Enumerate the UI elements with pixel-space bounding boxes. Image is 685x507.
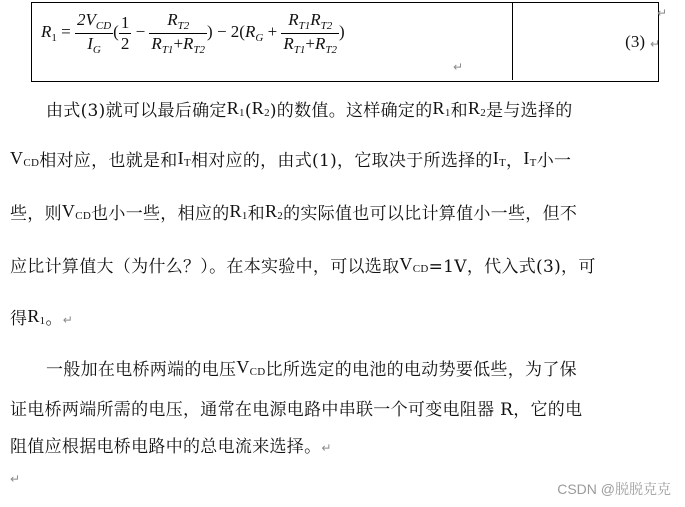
fraction-vcd-ig: $\frac{2V_{CD}}{I_G}$: [76, 10, 112, 56]
formula: $R_1$ = $\frac{2V_{CD}}{I_G}$ ( $\frac{1}{2}$ − $\frac{R_{T2}}{R_{T1}+R_{T2}}$ ) − $2(R_G$ + $\frac{R_{T1}R_{T2}}{R_{T1}+R_{T2}}$ ): [41, 10, 345, 56]
equation-number: (3): [625, 32, 645, 51]
paragraph-1-line-4: 应比计算值大（为什么？）。在本实验中，可以选取VCD=1V，代入式(3)，可: [10, 254, 596, 277]
paragraph-2-line-3: 阻值应根据电桥电路中的总电流来选择。↵: [10, 437, 332, 457]
paragraph-return-mark: ↵: [453, 60, 464, 74]
fraction-rt1rt2: $\frac{R_{T1}R_{T2}}{R_{T1}+R_{T2}}$: [283, 10, 338, 56]
paragraph-1-line-2: VCD相对应，也就是和IT相对应的，由式(1)，它取决于所选择的IT，IT小一: [10, 148, 572, 171]
paragraph-2-line-2: 证电桥两端所需的电压，通常在电源电路中串联一个可变电阻器 R，它的电: [10, 400, 583, 420]
equation-number-cell: [513, 2, 657, 80]
paragraph-return-mark: ↵: [62, 313, 74, 327]
fraction-rt2: $\frac{R_{T2}}{R_{T1}+R_{T2}}$: [151, 10, 206, 56]
fraction-half: $\frac{1}{2}$: [120, 13, 130, 53]
paragraph-1-line-1: 由式(3)就可以最后确定R1(R2)的数值。这样确定的R1和R2是与选择的: [46, 98, 573, 121]
paragraph-2-line-1: 一般加在电桥两端的电压VCD比所选定的电池的电动势要低些，为了保: [46, 357, 577, 380]
paragraph-1-line-5: 得R1。↵: [10, 306, 74, 329]
row-end-mark: ↵: [650, 37, 661, 51]
cell-end-mark: ↵: [657, 6, 668, 20]
paragraph-return-mark: ↵: [321, 441, 332, 455]
equation-cell: [31, 2, 513, 80]
paragraph-1-line-3: 些，则VCD也小一些，相应的R1和R2的实际值也可以比计算值小一些，但不: [10, 201, 578, 224]
empty-paragraph-mark: ↵: [10, 472, 21, 486]
csdn-watermark: CSDN @脱脱克克: [557, 481, 671, 497]
